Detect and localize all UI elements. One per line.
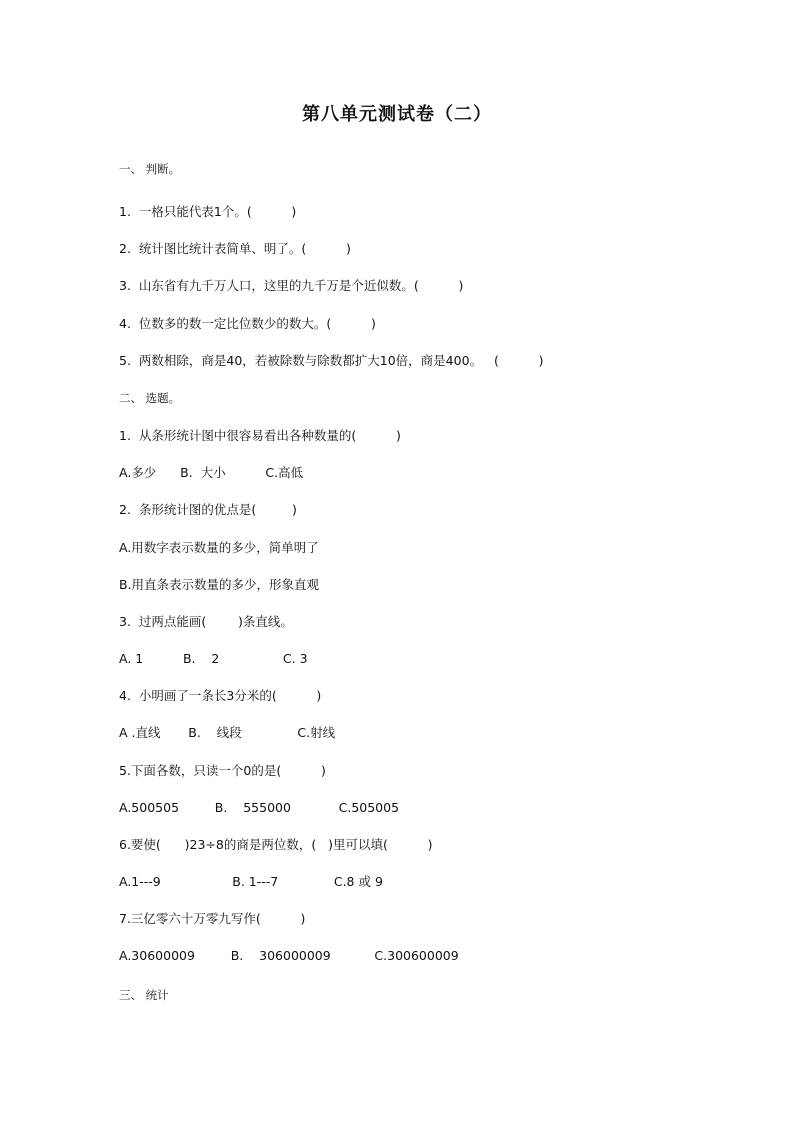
- judge-item-4: 4. 位数多的数一定比位数少的数大。( ): [119, 316, 376, 331]
- section-1-heading: 一、 判断。: [119, 162, 181, 176]
- choice-q2-option-b: B.用直条表示数量的多少，形象直观: [119, 577, 320, 592]
- choice-q1-question: 1. 从条形统计图中很容易看出各种数量的( ): [119, 428, 401, 443]
- judge-item-1: 1. 一格只能代表1个。( ): [119, 204, 297, 219]
- judge-item-2: 2. 统计图比统计表简单、明了。( ): [119, 241, 351, 256]
- choice-q3-question: 3. 过两点能画( )条直线。: [119, 614, 293, 629]
- section-3-heading: 三、 统计: [119, 988, 169, 1002]
- choice-q4-question: 4. 小明画了一条长3分米的( ): [119, 688, 322, 703]
- section-2-heading: 二、 选题。: [119, 391, 181, 405]
- choice-q2-option-a: A.用数字表示数量的多少，简单明了: [119, 540, 319, 555]
- choice-q7-options: A.30600009 B. 306000009 C.300600009: [119, 948, 459, 963]
- judge-item-5: 5. 两数相除，商是40，若被除数与除数都扩大10倍，商是400。 ( ): [119, 353, 544, 368]
- choice-q7-question: 7.三亿零六十万零九写作( ): [119, 911, 306, 926]
- choice-q6-question: 6.要使( )23÷8的商是两位数，( )里可以填( ): [119, 837, 433, 852]
- page-title: 第八单元测试卷（二）: [302, 104, 492, 125]
- judge-item-3: 3. 山东省有九千万人口，这里的九千万是个近似数。( ): [119, 278, 464, 293]
- choice-q6-options: A.1---9 B. 1---7 C.8 或 9: [119, 874, 383, 889]
- choice-q4-options: A .直线 B. 线段 C.射线: [119, 725, 336, 740]
- choice-q5-question: 5.下面各数，只读一个0的是( ): [119, 763, 326, 778]
- choice-q5-options: A.500505 B. 555000 C.505005: [119, 800, 400, 815]
- choice-q3-options: A. 1 B. 2 C. 3: [119, 651, 308, 666]
- choice-q2-question: 2. 条形统计图的优点是( ): [119, 502, 297, 517]
- choice-q1-options: A.多少 B. 大小 C.高低: [119, 465, 304, 480]
